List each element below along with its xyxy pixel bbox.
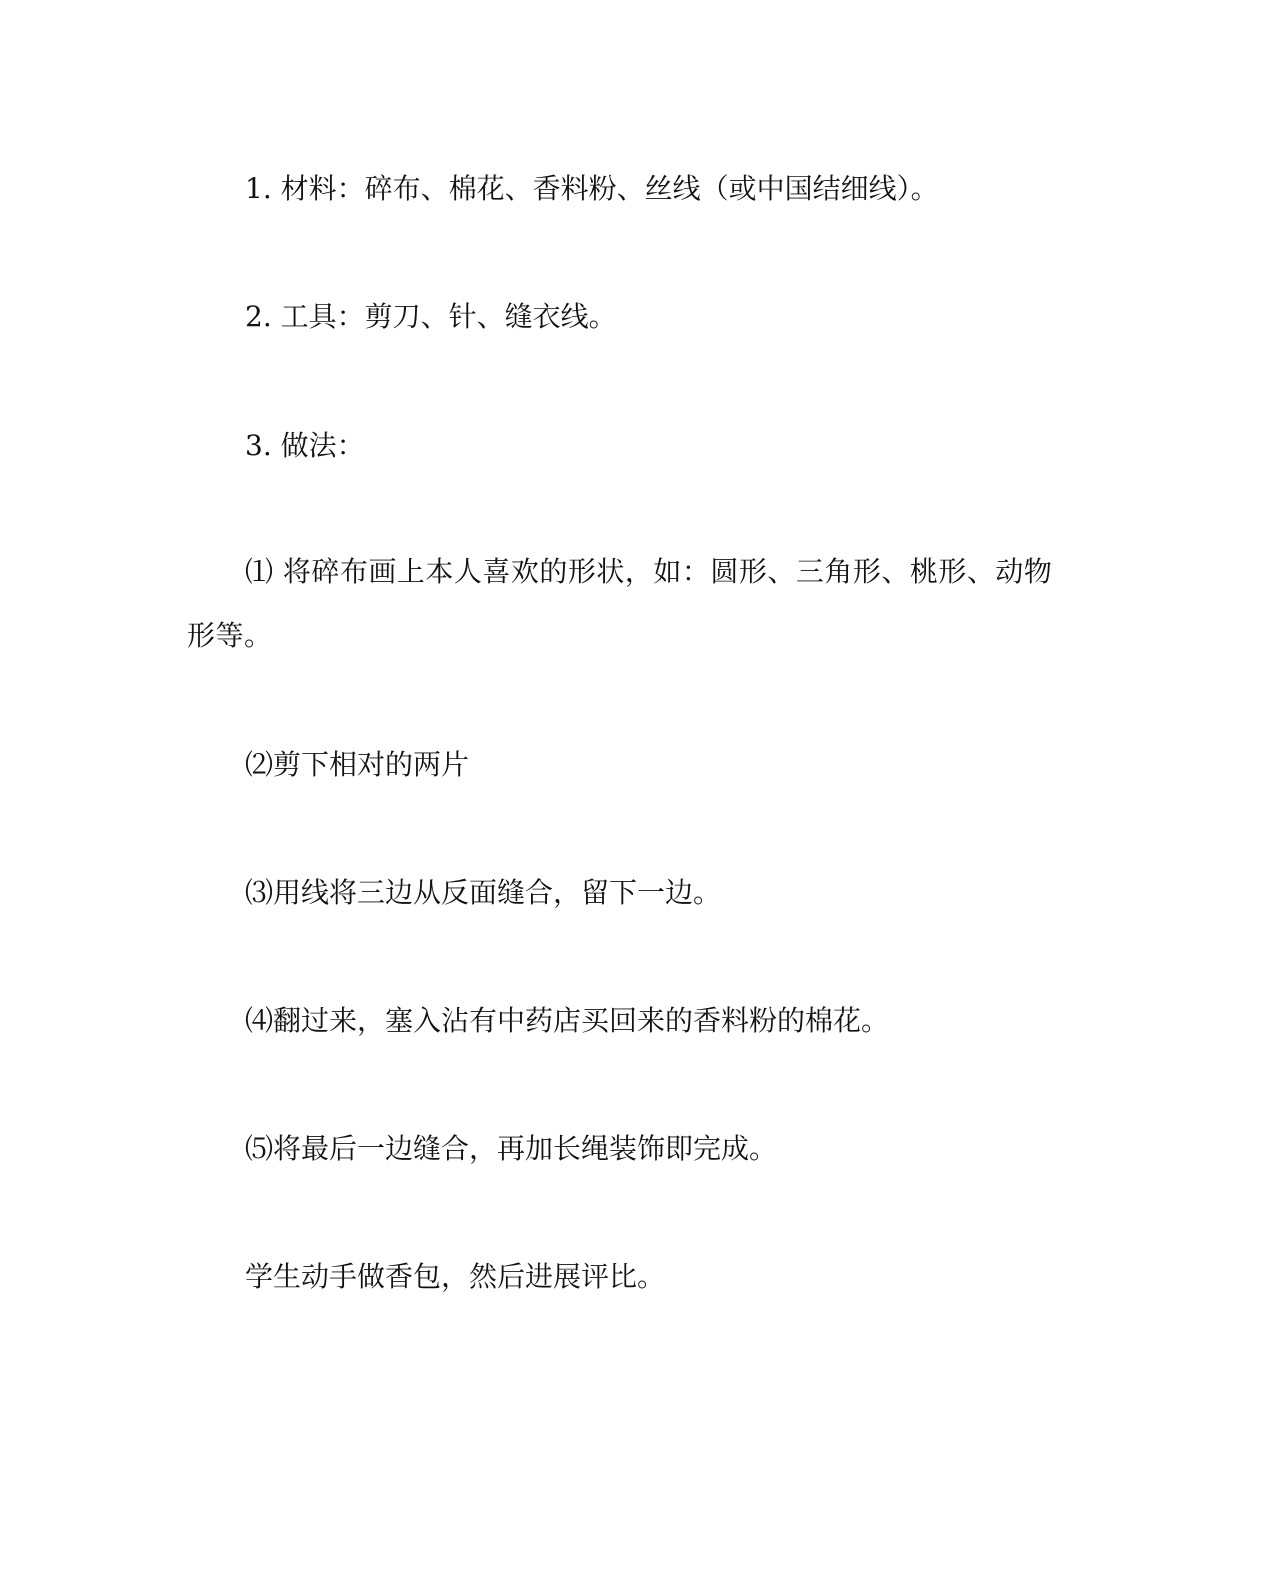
materials-line: 1. 材料：碎布、棉花、香料粉、丝线（或中国结细线）。 [245,172,939,205]
step-2-line: ⑵剪下相对的两片 [245,748,470,781]
step-4-line: ⑷翻过来，塞入沾有中药店买回来的香料粉的棉花。 [245,1004,890,1037]
step-1-paragraph: ⑴ 将碎布画上本人喜欢的形状，如：圆形、三角形、桃形、动物形等。 [187,555,1053,652]
method-heading: 3. 做法： [245,429,365,462]
step-5-line: ⑸将最后一边缝合，再加长绳装饰即完成。 [245,1132,778,1165]
activity-line: 学生动手做香包，然后进展评比。 [245,1260,666,1293]
tools-line: 2. 工具：剪刀、针、缝衣线。 [245,300,617,333]
step-3-line: ⑶用线将三边从反面缝合，留下一边。 [245,876,722,909]
